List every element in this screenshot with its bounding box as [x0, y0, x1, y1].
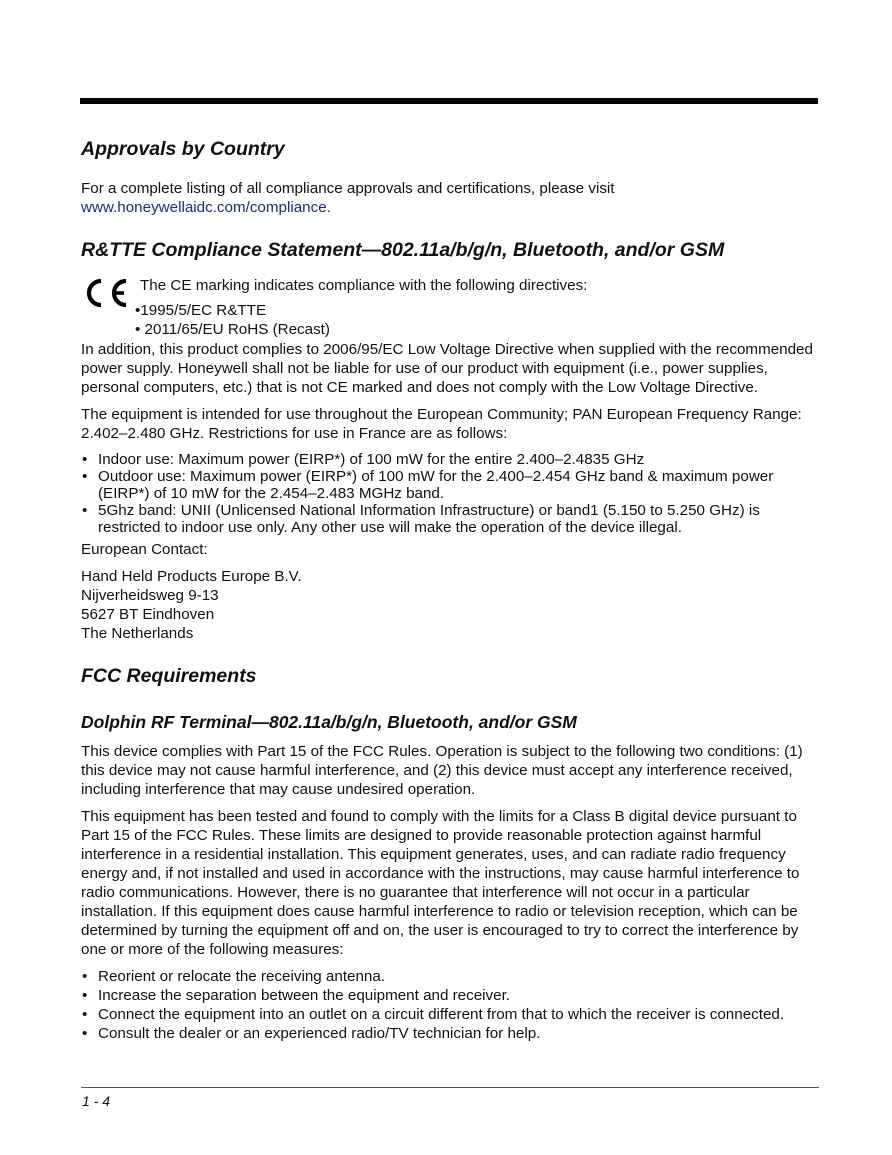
european-contact-address [81, 567, 819, 643]
footer-rule [81, 1087, 819, 1088]
list-item: • Consult the dealer or an experienced radio/TV technician for help. [81, 1024, 819, 1043]
list-item: • Increase the separation between the equipment and receiver. [81, 986, 819, 1005]
fcc-classb-paragraph: This equipment has been tested and found to comply with the limits for a Class B digital device pursuant to Part 15 of the FCC Rules. These limits are designed to provide reasonable protection against harmful interference in a residential installation. This equipment generates, uses, and can radiate radio frequency energy and, if not installed and used in accordance with the instructions, may cause harmful interference to radio communications. However, there is no guarantee that interference will not occur in a particular installation. If this equipment does cause harmful interference to radio or television reception, which can be determined by turning the equipment off and on, the user is encouraged to try to correct the interference by one or more of the following measures: [81, 808, 800, 958]
page-content [81, 138, 819, 1043]
list-item: • 5Ghz band: UNII (Unlicensed National Information Infrastructure) or band1 (5.150 to 5.250 GHz) is restricted to indoor use only. Any other use will make the operation of the device illegal. [81, 502, 819, 536]
ce-statement: The CE marking indicates compliance with the following directives: [140, 277, 588, 294]
list-item: • Connect the equipment into an outlet on a circuit different from that to which the receiver is connected. [81, 1005, 819, 1024]
directive-rtte: •1995/5/EC R&TTE [135, 302, 267, 319]
ce-mark-icon [81, 278, 129, 308]
list-item: • Indoor use: Maximum power (EIRP*) of 100 mW for the entire 2.400–2.4835 GHz [81, 451, 819, 468]
directive-rohs: • 2011/65/EU RoHS (Recast) [135, 321, 330, 338]
address-line: Hand Held Products Europe B.V. [81, 568, 302, 585]
list-item: • Reorient or relocate the receiving antenna. [81, 967, 819, 986]
list-item: • Outdoor use: Maximum power (EIRP*) of 100 mW for the 2.400–2.454 GHz band & maximum power (EIRP*) of 10 mW for the 2.454–2.483 MGHz band. [81, 468, 819, 502]
approvals-intro: For a complete listing of all compliance approvals and certifications, please visit [81, 180, 615, 197]
fcc-measures-list [81, 967, 819, 1043]
european-contact-label: European Contact: [81, 541, 208, 558]
fcc-subheading: Dolphin RF Terminal—802.11a/b/g/n, Bluetooth, and/or GSM [81, 712, 577, 732]
compliance-link[interactable]: www.honeywellaidc.com/compliance. [81, 199, 331, 216]
page-number: 1 - 4 [82, 1093, 111, 1109]
fcc-heading: FCC Requirements [81, 665, 257, 687]
france-restrictions-list [81, 451, 819, 536]
approvals-heading: Approvals by Country [81, 138, 285, 160]
address-line: 5627 BT Eindhoven [81, 606, 215, 623]
frequency-paragraph: The equipment is intended for use throughout the European Community; PAN European Frequency Range: 2.402–2.480 GHz. Restrictions for use in France are as follows: [81, 406, 802, 442]
rtte-heading: R&TTE Compliance Statement—802.11a/b/g/n, Bluetooth, and/or GSM [81, 239, 725, 261]
header-rule [80, 98, 818, 104]
ce-text-group [135, 276, 588, 339]
address-line: The Netherlands [81, 625, 194, 642]
ce-marking-block [81, 276, 819, 338]
address-line: Nijverheidsweg 9-13 [81, 587, 219, 604]
lvd-paragraph: In addition, this product complies to 2006/95/EC Low Voltage Directive when supplied with the recommended power supply. Honeywell shall not be liable for use of our product with equipment (i.e., power supplies, personal computers, etc.) that is not CE marked and does not comply with the Low Voltage Directive. [81, 341, 813, 396]
fcc-part15-paragraph: This device complies with Part 15 of the FCC Rules. Operation is subject to the following two conditions: (1) this device may not cause harmful interference, and (2) this device must accept any interference received, including interference that may cause undesired operation. [81, 743, 803, 798]
